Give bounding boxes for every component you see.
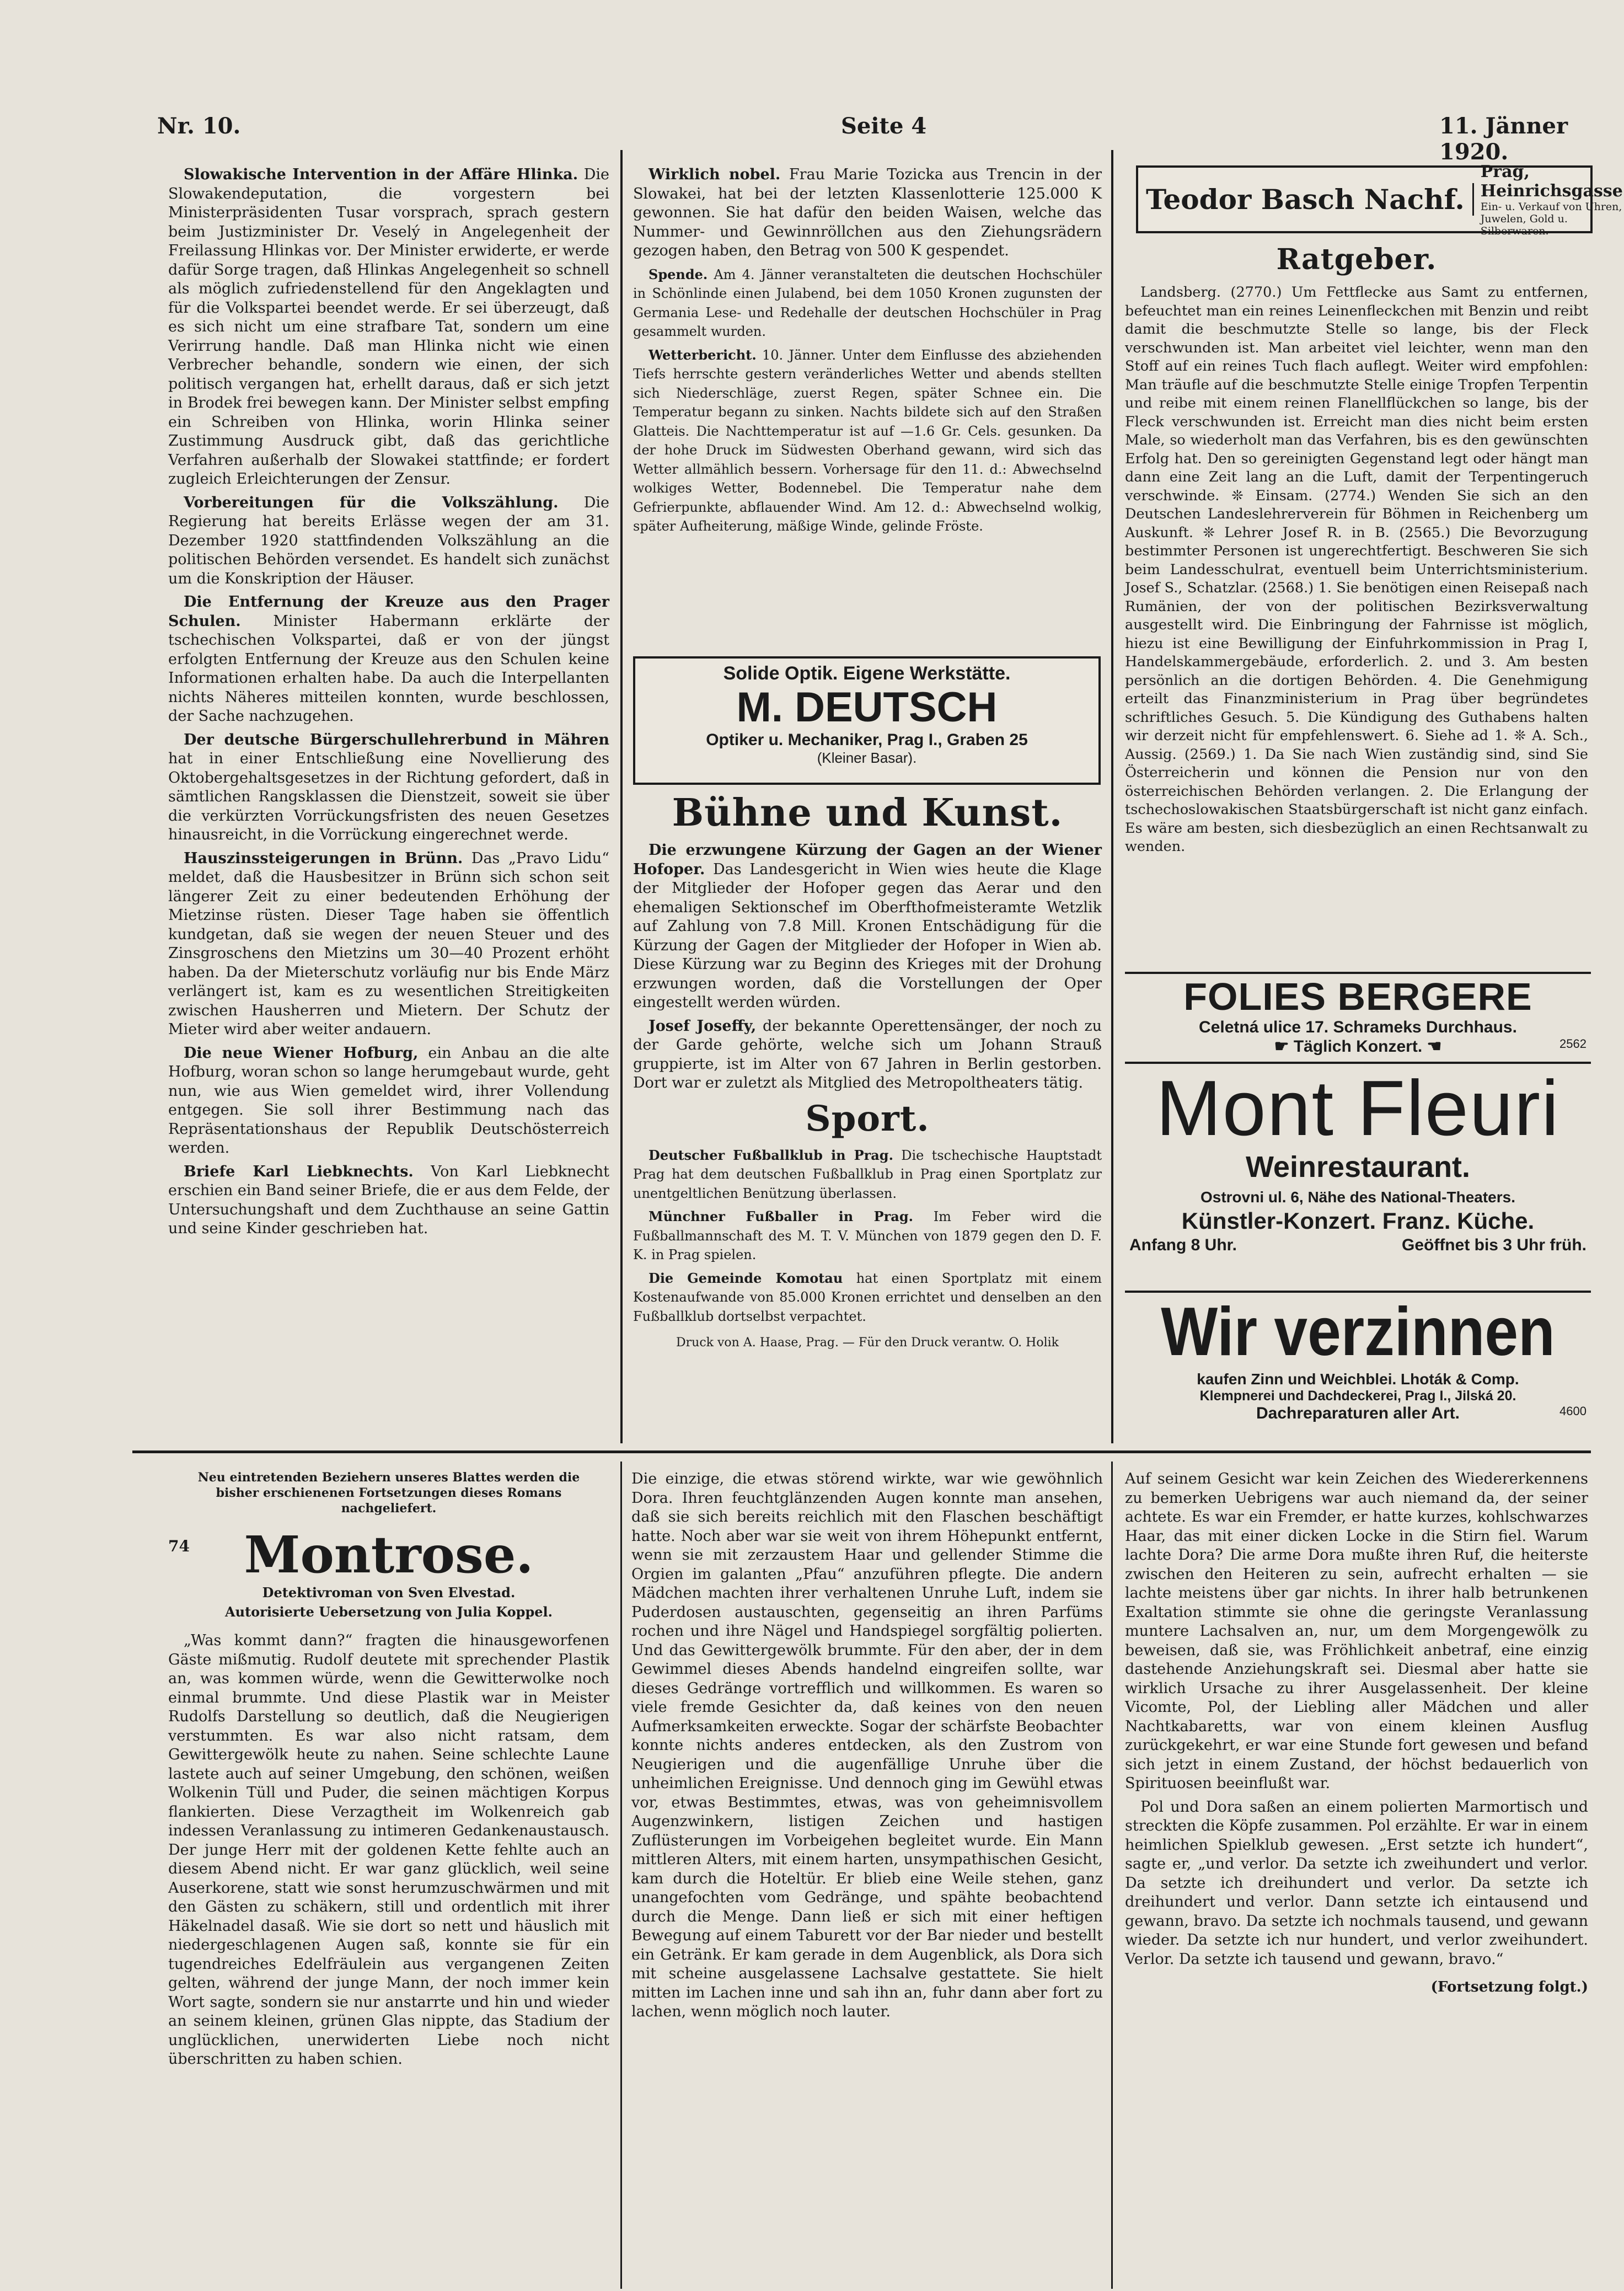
article-hauszins <box>168 849 609 1040</box>
serial-text: Die einzige, die etwas störend wirkte, war wie gewöhnlich Dora. Ihren feuchtglänzenden Augen konnte man ansehen, daß sie sich bereits reichlich mit den Flaschen beschäftigt hatte. Noch aber war sie weit von ihrem Höhepunkt entfernt, wenn sie mit zerzaustem Haar und gellender Stimme die Orgien im galanten „Pfau“ anzuführen pflegte. Die andern Mädchen machten ihrer verhaltenen Unruhe Luft, indem sie Puderdosen austauschten, gegenseitig an ihren Parfüms rochen und ihre Nägel und Handspiegel sorgfältig polierten. Und das Gewittergewölk brummte. Für den aber, der in dem Gewimmel dieses Abends handelnd eingreifen sollte, war dieses Gedränge vortrefflich und willkommen. Es waren so viele fremde Gesichter da, daß keines von den neuen Aufmerksamkeiten erweckte. Sogar der schärfste Beobachter konnte nichts anderes entdecken, als den Zustrom von Neugierigen und die augenfällige Unruhe über die unheimlichen Ereignisse. Und dennoch ging im Gewühl etwas vor, etwas Bestimmtes, etwas, was von geheimnisvollem Augenzwinkern, listigen Zeichen und hastigen Zuflüsterungen im Vorbeigehen begleitet wurde. Ein Mann mittleren Alters, mit einem harten, unsympathischen Gesicht, kam durch die Hoteltür. Er blieb eine Weile stehen, ganz unangefochten vom Gedränge, und spähte beobachtend durch die Menge. Dann ließ er sich mit einer heftigen Bewegung auf einem Taburett vor der Bar nieder und bestellt ein Getränk. Er kam gerade in dem Augenblick, als Dora sich mit scheine ausgelassene Lachsalve gestattete. Sie hielt mitten im Lachen inne und sah ihn an, fuhr dann aber fort zu lachen, wenn möglich noch lauter. <box>631 1470 1103 2020</box>
ad-hours-start: Anfang 8 Uhr. <box>1129 1236 1237 1254</box>
article-kreuze <box>168 593 609 726</box>
article-text: Am 4. Jänner veranstalteten die deutschen Hochschüler in Schönlinde einen Julabend, bei dem 1050 Kronen zugunsten der Germania Lese- und Redehalle der deutschen Hochschüler in Prag gesammelt wurden. <box>633 266 1102 339</box>
article-volkszaehlung <box>168 494 609 589</box>
ratgeber-column <box>1125 237 1588 960</box>
section-heading-ratgeber: Ratgeber. <box>1276 243 1437 276</box>
ad-concert: Künstler-Konzert. Franz. Küche. <box>1181 1208 1535 1234</box>
ad-line: Dachreparaturen aller Art. <box>1256 1404 1460 1422</box>
section-heading-buehne: Bühne und Kunst. <box>672 791 1063 835</box>
article-title: Die Entfernung der Kreuze aus den Prager Schulen. <box>168 593 609 630</box>
serial-title-block <box>168 1526 609 1621</box>
serial-translator: Autorisierte Uebersetzung von Julia Koppel. <box>225 1603 553 1620</box>
article-title: Deutscher Fußballklub in Prag. <box>648 1147 893 1163</box>
article-title: Wetterbericht. <box>648 346 757 363</box>
serial-column-3 <box>1125 1470 1588 2286</box>
header-left: Nr. 10. <box>157 113 241 139</box>
hand-icon: ☛ <box>1274 1037 1294 1056</box>
serial-column-1 <box>168 1470 609 2286</box>
article-text: Die Regierung hat bereits Erlässe wegen der am 31. Dezember 1920 stattfindenden Volkszählung an die politischen Behörden versendet. Es handelt sich zunächst um die Konskription der Häuser. <box>168 494 609 587</box>
article-text: ein Anbau an die alte Hofburg, woran schon so lange herumgebaut wurde, geht nun, wie aus Wien gemeldet wird, ihrer Vollendung entgegen. Sie soll ihrer Bestimmung nach das Repräsentationshaus der Republik Deutschösterreich werden. <box>168 1044 609 1157</box>
ad-number: 4600 <box>1559 1404 1587 1418</box>
article-text: 10. Jänner. Unter dem Einflusse des abziehenden Tiefs herrschte gestern veränderliches Wetter und abends stellten sich Niederschläge, zuerst Regen, später Schnee ein. Die Temperatur begann zu sinken. Nachts bildete sich auf den Straßen Glatteis. Die Nachttemperatur ist auf —1.6 Gr. Cels. gesunken. Da der hohe Druck im Südwesten Oberhand gewann, wird sich das Wetter allmählich bessern. Vorhersage für den 11. d.: Abwechselnd wolkiges Wetter, Bodennebel. Die Temperatur nahe dem Gefrierpunkte, abflauender Wind. Am 12. d.: Abwechselnd wolkig, später Aufheiterung, mäßige Winde, gelinde Fröste. <box>633 347 1102 534</box>
article-title: Hauszinssteigerungen in Brünn. <box>184 849 463 867</box>
ad-note: (Kleiner Basar). <box>817 750 917 766</box>
article-sport-3 <box>633 1269 1102 1326</box>
article-nobel <box>633 165 1102 261</box>
ad-divider <box>1125 1062 1591 1064</box>
ad-address: Optiker u. Mechaniker, Prag I., Graben 25 <box>706 731 1028 749</box>
serial-column-2 <box>631 1470 1103 2286</box>
ad-hours-row <box>1125 1236 1591 1255</box>
news-column-1 <box>168 165 609 1445</box>
column-rule <box>1111 1462 1113 2289</box>
ad-daily-row <box>1125 1037 1591 1056</box>
ad-title: Wir verzinnen <box>1161 1294 1555 1370</box>
article-title: Münchner Fußballer in Prag. <box>648 1208 913 1224</box>
article-title: Josef Joseffy, <box>648 1017 757 1035</box>
column-rule <box>620 1462 622 2289</box>
article-text: Frau Marie Tozicka aus Trencin in der Slowakei, hat bei der letzten Klassenlotterie 125.000 K gewonnen. Sie hat dafür den beiden Waisen, welche das Nummer- und Gewinnröllchen aus den Ziehungsrädern gezogen haben, den Betrag von 500 K gespendet. <box>633 166 1102 259</box>
ad-verzinnen <box>1125 1293 1591 1448</box>
article-sport-1 <box>633 1146 1102 1203</box>
news-column-2 <box>633 165 1102 651</box>
article-text: Die Slowakendeputation, die vorgestern bei Ministerpräsidenten Tusar vorsprach, sprach gestern beim Justizminister Dr. Veselý in Angelegenheit der Freilassung Hlinkas vor. Der Minister erwiderte, er werde dafür Sorge tragen, daß Hlinkas Angelegenheit so schnell als möglich zufriedenstellend für den Angeklagten und für die Volkspartei beendet werde. Er sei überzeugt, daß es sich nicht um eine strafbare Tat, sondern um eine Verirrung handle. Daß man Hlinka nicht wie einen Verbrecher behandle, sondern wie einen, der sich politisch vergangen hat, erhellt daraus, daß er sich jetzt in Brodek frei bewegen kann. Der Minister selbst empfing ein Schreiben von Hlinka, worin Hlinka seiner Zustimmung Ausdruck gibt, daß das gerichtliche Verfahren außerhalb der Slowakei stattfinde; er fordert zugleich Erleichterungen der Zensur. <box>168 166 609 488</box>
ad-m-deutsch <box>633 656 1101 785</box>
article-slowakisch <box>168 165 609 489</box>
ad-address: Prag, Heinrichsgasse <box>1480 162 1623 201</box>
ad-mont-fleuri <box>1125 1064 1591 1288</box>
article-text: hat einen Sportplatz mit einem Kostenaufwande von 85.000 Kronen errichtet und denselben an den Fußballklub dortselbst verpachtet. <box>633 1270 1102 1324</box>
ad-details <box>1474 162 1623 237</box>
serial-subtitle: Detektivroman von Sven Elvestad. <box>262 1585 516 1601</box>
article-text: hat in einer Entschließung eine Novellierung des Oktobergehaltsgesetzes in der Richtung gefordert, daß in sämtlichen Rangsklassen die Dienstzeit, soweit sie über die verkürzten Vorrückungsfristen des neuen Gesetzes hinausreicht, in die Vorrückung eingerechnet werde. <box>168 750 609 843</box>
serial-text: Pol und Dora saßen an einem polierten Marmortisch und streckten die Köpfe zusammen. Pol erzählte. Er war in einem heimlichen Spielklub gewesen. „Erst setzte ich hundert“, sagte er, „und verlor. Da setzte ich zweihundert und verlor. Da setzte ich dreihundert und verlor. Da setzte ich dreihundert und verlor. Dann setzte ich eintausend und gewann, bravo. Da setzte ich nochmals tausend, und gewann wieder. Da setzte ich nur hundert, und verlor zweihundert. Verlor. Da setzte ich tausend und gewann, bravo.“ <box>1125 1798 1588 1968</box>
article-text: Das „Pravo Lidu“ meldet, daß die Hausbesitzer in Brünn sich schon seit längerer Zeit zu einer bedeutenden Erhöhung der Mietzinse rüsten. Dieser Tage haben sie öffentlich kundgetan, daß sie wegen der neuen Steuer und des Zinsgroschens den Mietzins um 30—40 Prozent erhöht haben. Da der Mieterschutz vorläufig nur bis Ende März verlängert ist, kam es zu wesentlichen Streitigkeiten zwischen Hausherren und Mietern. Der Schutz der Mieter wird aber weiter andauern. <box>168 849 609 1038</box>
news-column-2-lower <box>633 786 1102 1448</box>
ad-divider <box>1125 972 1591 974</box>
article-title: Wirklich nobel. <box>648 166 781 183</box>
hand-icon: ☚ <box>1422 1037 1442 1056</box>
article-wetter <box>633 346 1102 536</box>
header-right: 11. Jänner 1920. <box>1439 113 1568 165</box>
ad-line: Klempnerei und Dachdeckerei, Prag I., Jilská 20. <box>1199 1388 1516 1404</box>
article-sport-2 <box>633 1207 1102 1265</box>
article-text: Von Karl Liebknecht erschien ein Band seiner Briefe, die er aus dem Felde, der Untersuchungshaft und dem Zuchthause an seine Gattin und seine Kinder geschrieben hat. <box>168 1163 609 1237</box>
ad-subtitle: Weinrestaurant. <box>1245 1150 1471 1184</box>
article-text: Minister Habermann erklärte der tschechischen Volkspartei, daß er von der jüngst erfolgten Entfernung der Kreuze aus den Schulen keine Informationen erhalten habe. Da auch die Interpellanten nichts Näheres mitteilen konnten, wurde beschlossen, der Sache nachzugehen. <box>168 612 609 725</box>
article-spende <box>633 265 1102 341</box>
article-title: Der deutsche Bürgerschullehrerbund in Mähren <box>184 731 609 748</box>
article-text: Im Feber wird die Fußballmannschaft des M. T. V. München von 1879 gegen den D. F. K. in Prag spielen. <box>633 1209 1102 1262</box>
serial-title: Montrose. <box>244 1525 534 1585</box>
article-title: Die erzwungene Kürzung der Gagen an der Wiener Hofoper. <box>633 842 1102 878</box>
ad-line-row <box>1125 1404 1591 1423</box>
article-joseffy <box>633 1017 1102 1093</box>
column-rule <box>1111 150 1113 1443</box>
ad-folies-bergere <box>1125 975 1591 1058</box>
ad-number: 2562 <box>1559 1037 1587 1051</box>
article-title: Vorbereitungen für die Volkszählung. <box>184 494 559 511</box>
article-hofburg <box>168 1044 609 1158</box>
article-hofoper <box>633 841 1102 1013</box>
column-rule <box>620 150 623 1443</box>
article-buergerschule <box>168 731 609 845</box>
ad-tagline: Solide Optik. Eigene Werkstätte. <box>723 663 1011 684</box>
ad-name: Mont Fleuri <box>1156 1064 1560 1152</box>
article-title: Die neue Wiener Hofburg, <box>184 1044 419 1062</box>
article-title: Spende. <box>648 266 708 282</box>
article-liebknecht <box>168 1163 609 1239</box>
ad-name: M. DEUTSCH <box>736 684 998 731</box>
article-text: Das Landesgericht in Wien wies heute die Klage der Mitglieder der Hofoper gegen das Aerar und den ehemaligen Sektionschef im Oberfthofmeisteramte Wetzlik auf Zahlung von 7.8 Mill. Kronen Entschädigung für die Kürzung der Gagen der Mitglieder der Hofoper in Wien ab. Diese Kürzung war zu Beginn des Krieges mit der Drohung erzwungen worden, daß die Vorstellungen der Oper eingestellt werden würden. <box>633 860 1102 1011</box>
ratgeber-text: Landsberg. (2770.) Um Fettflecke aus Samt zu entfernen, befeuchtet man ein reines Leinenfleckchen mit Benzin und reibt damit die beschmutzte Stelle so lange, bis der Fleck verschwunden ist. Man arbeitet viel leichter, wenn man den Stoff auf ein reines Tuch flach auflegt. Weiter wird empfohlen: Man träufle auf die beschmutzte Stelle einige Tropfen Terpentin und reibe mit einem reinen Flanellflückchen so lange, bis der Fleck verschwunden ist. Erreicht man dies nicht beim ersten Male, so wiederholt man das Verfahren, bis es den gewünschten Erfolg hat. Den so gereinigten Gegenstand legt oder hängt man dann eine Zeit lang an die Luft, damit der Terpentingeruch verschwinde. ❊ Einsam. (2774.) Wenden Sie sich an den Deutschen Landeslehrerverein für Böhmen in Reichenberg um Auskunft. ❊ Lehrer Josef R. in B. (2565.) Die Bevorzugung bestimmter Personen ist ungerechtfertigt. Beschweren Sie sich beim Landesschulrat, eventuell beim Unterrichtsministerium. Josef S., Schatzlar. (2568.) 1. Sie benötigen einen Reisepaß nach Rumänien, der von der politischen Bezirksverwaltung ausgestellt wird. Die Einbringung der Fahrnisse ist möglich, hiezu ist eine Bewilligung der Einfuhrkommission in Prag I, Handelskammergebäude, erforderlich. 2. und 3. Am besten persönlich an die dortigen Behörden. 4. Die Genehmigung erteilt das Finanzministerium in Prag über begründetes schriftliches Gesuch. 5. Die Kündigung des Guthabens halten wir derzeit nicht für empfehlenswert. 6. Siehe ad 1. ❊ A. Sch., Aussig. (2569.) 1. Da Sie nach Wien zuständig sind, sind Sie Österreicherin und können die Pension nur von den österreichischen Behörden verlangen. 2. Die Erlangung der tschechoslowakischen Staatsbürgerschaft ist nicht ganz einfach. Es wäre am besten, sich diesbezüglich an einen Rechtsanwalt zu wenden. <box>1125 284 1588 855</box>
article-title: Slowakische Intervention in der Affäre Hlinka. <box>184 166 578 183</box>
ad-address: Celetná ulice 17. Schrameks Durchhaus. <box>1199 1018 1517 1036</box>
ad-text: Ein- u. Verkauf von Uhren, Juwelen, Gold u. Silberwaren. <box>1480 200 1622 237</box>
section-heading-sport: Sport. <box>805 1098 930 1139</box>
serial-continued: (Fortsetzung folgt.) <box>1430 1979 1588 1995</box>
ad-name: Teodor Basch Nachf. <box>1138 183 1474 216</box>
section-divider <box>132 1450 1591 1453</box>
article-title: Die Gemeinde Komotau <box>648 1270 843 1286</box>
serial-text: Auf seinem Gesicht war kein Zeichen des Wiedererkennens zu bemerken Uebrigens war auch niemand da, der seiner achtete. Es war ein Fremder, er hatte kurzes, kohlschwarzes Haar, das mit einer dicken Locke in die Stirn fiel. Warum lachte Dora? Die arme Dora mußte ihren Ruf, die heiterste zwischen den Heiteren zu sein, aufrecht erhalten — sie lachte meistens über gar nichts. In ihrer halb betrunkenen Exaltation stimmte sie ohne die geringste Veranlassung muntere Lachsalven an, nur, um dem Morgengewölk zu beweisen, daß sie, was Fröhlichkeit anbetraf, eine einzig dastehende Anziehungskraft sei. Diesmal aber hatte sie wirklich Ursache zu ihrer Ausgelassenheit. Der kleine Vicomte, Pol, der Liebling aller Mädchen und aller Nachtkabaretts, war von einem kleinen Ausflug zurückgekehrt, er war eine Stunde fort gewesen und befand sich jetzt in einem Zustand, der höchst bedauerlich von Spirituosen beeinflußt war. <box>1125 1470 1588 1792</box>
article-title: Briefe Karl Liebknechts. <box>184 1163 414 1180</box>
serial-text: „Was kommt dann?“ fragten die hinausgeworfenen Gäste mißmutig. Rudolf deutete mit sprechender Plastik an, was kommen würde, wenn die Gewitterwolke noch einmal brummte. Und diese Plastik war in Meister Rudolfs Darstellung so deutlich, daß die Neugierigen verstummten. Es war also nicht ratsam, dem Gewittergewölk heute zu nahen. Seine schlechte Laune lastete auch auf seiner Umgebung, den schönen, weißen Wolkenin Tüll und Puder, die seinen mächtigen Korpus flankierten. Diese Verzagtheit im Wolkenreich gab indessen Veranlassung zu intimeren Gedankenaustausch. Der junge Herr mit der goldenen Kette fehlte auch an diesem Abend nicht. Er war ganz glücklich, weil seine Auserkorene, statt wie sonst herumzuschwärmen und mit den Gästen zu schäkern, still und ordentlich mit ihrer Häkelnadel dasaß. Wie sie dort so nett und häuslich mit niedergeschlagenen Augen saß, konnte sie für ein tugendreiches Edelfräulein aus vergangenen Zeiten gelten, während der junge Mann, der noch immer kein Wort sagte, sondern sie nur anstarrte und hin und wieder an seinem kleinen, grünen Glas nippte, das Stadium der unglücklichen, unerwiderten Liebe noch nicht überschritten zu haben schien. <box>168 1632 609 2068</box>
ad-line: kaufen Zinn und Weichblei. Lhoták & Comp. <box>1197 1371 1519 1388</box>
imprint: Druck von A. Haase, Prag. — Für den Druck verantw. O. Holik <box>676 1336 1059 1350</box>
article-text: der bekannte Operettensänger, der noch zu der Garde gehörte, welche sich um Johann Strauß gruppierte, ist im Alter von 67 Jahren in Berlin gestorben. Dort war er zuletzt als Mitglied des Metropoltheaters tätig. <box>633 1017 1102 1091</box>
ad-address: Ostrovni ul. 6, Nähe des National-Theaters. <box>1200 1189 1516 1206</box>
ad-hours-end: Geöffnet bis 3 Uhr früh. <box>1401 1236 1587 1254</box>
ad-daily: Täglich Konzert. <box>1293 1037 1423 1056</box>
article-text: Die tschechische Hauptstadt Prag hat dem deutschen Fußballklub in Prag einen Sportplatz zur unentgeltlichen Benützung überlassen. <box>633 1147 1102 1201</box>
serial-notice: Neu eintretenden Beziehern unseres Blattes werden die bisher erschienenen Fortsetzungen dieses Romans nachgeliefert. <box>197 1470 580 1516</box>
ad-divider <box>1125 1291 1591 1293</box>
serial-number: 74 <box>168 1537 190 1555</box>
ad-teodor-basch <box>1136 162 1623 237</box>
header-center: Seite 4 <box>841 113 927 139</box>
ad-name: FOLIES BERGERE <box>1183 975 1532 1018</box>
